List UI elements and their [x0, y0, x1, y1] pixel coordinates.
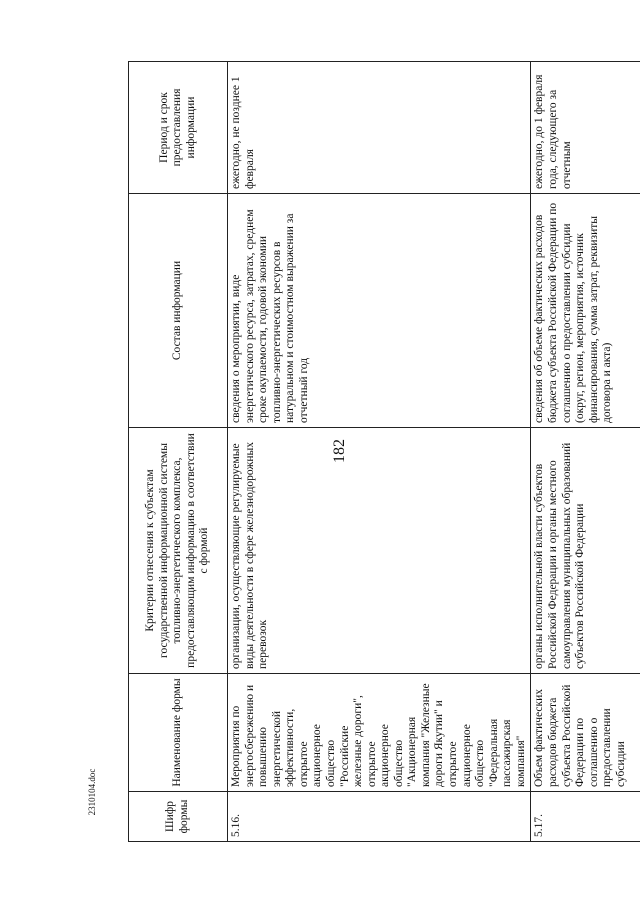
header-content: Состав информации	[129, 194, 228, 428]
cell-criteria: организации, осуществляющие регулируемые виды деятельности в сфере железнодорожных перевозок	[228, 428, 531, 674]
rotated-table-container	[128, 62, 627, 842]
cell-form-code: 5.17.	[531, 792, 640, 842]
table-row	[531, 62, 640, 842]
cell-content: сведения о мероприятии, виде энергетического ресурса, затратах, среднем сроке окупаемости, годовой экономии топливно-энергетических ресурсов в натуральном и стоимостном выражении за отчетный год	[228, 194, 531, 428]
forms-table	[128, 61, 640, 842]
header-form-name: Наименование формы	[129, 674, 228, 792]
cell-form-name: Объем фактических расходов бюджета субъекта Российской Федерации по соглашению о предоставлении субсидии	[531, 674, 640, 792]
header-criteria: Критерии отнесения к субъектам государственной информационной системы топливно-энергетического комплекса, предоставляющим информацию в соответствии с формой	[129, 428, 228, 674]
table-row	[228, 62, 531, 842]
page-number: 182	[331, 439, 348, 463]
cell-period: ежегодно, до 1 февраля года, следующего за отчетным	[531, 62, 640, 194]
footer-document-code: 2310104.doc	[87, 768, 97, 816]
header-form-code: Шифр формы	[129, 792, 228, 842]
cell-form-code: 5.16.	[228, 792, 531, 842]
header-period: Период и срок предоставления информации	[129, 62, 228, 194]
cell-criteria: органы исполнительной власти субъектов Российской Федерации и органы местного самоуправления муниципальных образований субъектов Российской Федерации	[531, 428, 640, 674]
cell-content: сведения об объеме фактических расходов бюджета субъекта Российской Федерации по соглашению о предоставлении субсидии (округ, регион, мероприятия, источник финансирования, сумма затрат, реквизиты договора и акта)	[531, 194, 640, 428]
cell-period: ежегодно, не позднее 1 февраля	[228, 62, 531, 194]
cell-form-name: Мероприятия по энергосбережению и повышению энергетической эффективности, открытое акционерное общество "Российские железные дороги", открытое акционерное общество "Акционерная компания "Железные дороги Якутии" и открытое акционерное общество "Федеральная пассажирская компания"	[228, 674, 531, 792]
table-header-row	[129, 62, 228, 842]
